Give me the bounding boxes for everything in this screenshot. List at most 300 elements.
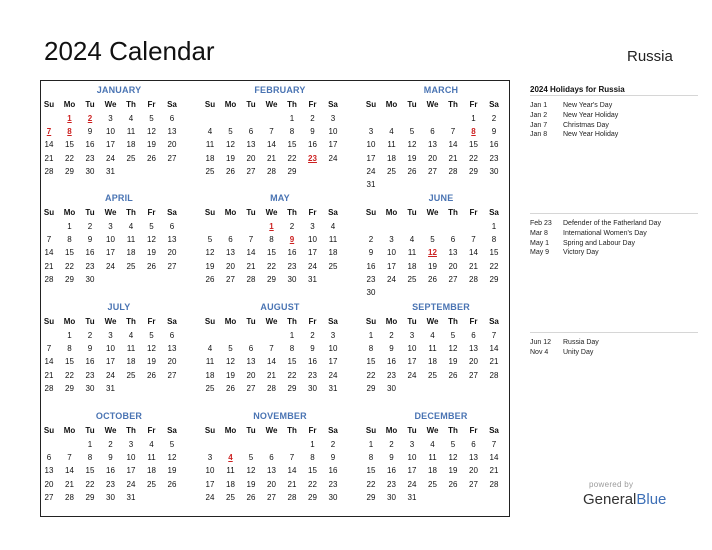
month-name: MARCH — [423, 85, 459, 95]
holiday-name: New Year's Day — [563, 102, 613, 109]
day-cell: 23 — [489, 153, 499, 163]
day-cell: 26 — [147, 261, 156, 271]
month-name: SEPTEMBER — [412, 302, 470, 312]
day-cell: 26 — [167, 479, 177, 489]
day-cell: 7 — [67, 453, 72, 463]
day-cell: 14 — [489, 453, 499, 463]
day-cell: 16 — [489, 140, 499, 150]
weekday-header: Fr — [147, 208, 156, 217]
day-cell: 27 — [246, 166, 256, 176]
day-cell: 17 — [328, 140, 338, 150]
day-cell: 9 — [330, 453, 336, 463]
day-cell: 6 — [430, 127, 435, 137]
day-cell: 24 — [407, 370, 417, 380]
weekday-header: Tu — [407, 426, 417, 435]
day-cell: 25 — [387, 166, 396, 176]
day-cell: 14 — [267, 140, 276, 150]
day-cell: 7 — [450, 127, 456, 137]
day-cell: 20 — [167, 248, 177, 258]
day-cell: 15 — [308, 466, 317, 476]
day-cell: 17 — [106, 248, 115, 258]
day-cell: 25 — [226, 492, 235, 502]
day-cell: 20 — [428, 153, 437, 163]
day-cell: 11 — [205, 140, 215, 150]
day-cell: 10 — [106, 127, 115, 137]
day-cell: 8 — [289, 127, 295, 137]
day-cell: 5 — [450, 331, 456, 340]
day-cell: 22 — [65, 370, 74, 380]
day-cell: 10 — [328, 127, 338, 137]
holiday-entry — [530, 229, 700, 239]
day-cell: 27 — [44, 492, 54, 502]
day-cell: 23 — [366, 274, 376, 284]
day-cell: 27 — [167, 153, 177, 163]
day-cell: 28 — [44, 274, 54, 284]
weekday-header: Fr — [308, 100, 317, 109]
day-cell: 20 — [246, 370, 256, 380]
holiday-entry — [530, 130, 700, 140]
day-cell: 30 — [85, 274, 95, 284]
weekday-header: Sa — [489, 317, 499, 326]
weekday-header: Mo — [63, 100, 76, 109]
day-cell: 6 — [169, 331, 175, 340]
day-cell: 20 — [267, 479, 276, 489]
holiday-date: May 1 — [530, 239, 550, 247]
day-cell: 29 — [267, 274, 276, 284]
day-cell: 1 — [67, 222, 72, 231]
day-cell: 24 — [387, 274, 396, 284]
weekday-header: Fr — [469, 100, 478, 109]
day-cell: 13 — [167, 344, 177, 354]
day-cell: 11 — [387, 140, 396, 150]
day-cell: 20 — [246, 153, 256, 163]
day-cell: 29 — [65, 274, 74, 284]
day-cell: 12 — [167, 453, 177, 463]
day-cell: 6 — [450, 235, 456, 245]
day-cell: 28 — [65, 492, 74, 502]
weekday-header: Fr — [469, 208, 478, 217]
holiday-date: Nov 4 — [530, 348, 549, 356]
day-cell: 12 — [147, 235, 156, 245]
holiday-entry — [530, 219, 700, 229]
day-cell: 1 — [368, 331, 374, 340]
day-cell: 4 — [207, 344, 213, 354]
holiday-name: New Year Holiday — [563, 111, 619, 119]
day-cell: 18 — [226, 479, 235, 489]
day-cell: 26 — [226, 383, 235, 393]
day-cell: 11 — [126, 344, 136, 354]
day-cell: 2 — [368, 235, 374, 245]
weekday-header: Mo — [63, 426, 76, 435]
month-name: APRIL — [105, 193, 133, 203]
day-cell: 27 — [246, 383, 256, 393]
day-cell: 16 — [85, 357, 95, 367]
day-cell: 17 — [387, 261, 396, 271]
weekday-header: Su — [365, 426, 377, 435]
brand-name-part: Blue — [636, 491, 667, 508]
day-cell: 12 — [448, 344, 458, 354]
country-label: Russia — [627, 48, 673, 65]
weekday-header: Sa — [489, 426, 499, 435]
day-cell: 7 — [46, 344, 52, 354]
day-cell: 5 — [228, 344, 233, 354]
day-cell: 7 — [491, 440, 497, 449]
day-cell: 14 — [246, 248, 256, 258]
day-cell: 4 — [430, 331, 435, 340]
day-cell: 12 — [205, 248, 215, 258]
day-cell: 21 — [267, 370, 276, 380]
day-cell: 13 — [44, 466, 54, 476]
day-cell: 11 — [205, 357, 215, 367]
day-cell: 16 — [387, 466, 396, 476]
weekday-header: Mo — [385, 317, 398, 326]
day-cell: 21 — [267, 153, 276, 163]
brand-logo[interactable] — [583, 491, 666, 508]
holidays-title: 2024 Holidays for Russia — [530, 85, 625, 94]
day-cell: 7 — [248, 235, 254, 245]
day-cell: 24 — [308, 261, 317, 271]
day-cell: 28 — [246, 274, 256, 284]
holiday-name: Russia Day — [563, 339, 599, 346]
day-cell: 18 — [126, 357, 136, 367]
weekday-header: Sa — [328, 317, 338, 326]
day-cell: 17 — [366, 153, 376, 163]
day-cell: 27 — [226, 274, 235, 284]
day-cell: 17 — [106, 140, 115, 150]
day-cell: 22 — [287, 153, 297, 163]
day-cell: 27 — [167, 370, 177, 380]
month-name: JANUARY — [96, 85, 142, 95]
day-cell: 22 — [287, 370, 297, 380]
day-cell: 22 — [366, 479, 376, 489]
day-cell: 25 — [428, 370, 437, 380]
holiday-name: Defender of the Fatherland Day — [563, 220, 662, 227]
day-cell: 30 — [85, 383, 95, 393]
holiday-entry — [530, 248, 700, 258]
day-cell: 1 — [491, 222, 497, 231]
day-cell: 27 — [428, 166, 437, 176]
weekday-header: Su — [365, 208, 377, 217]
day-cell: 13 — [469, 453, 478, 463]
day-cell: 20 — [167, 357, 177, 367]
day-cell: 4 — [128, 331, 134, 340]
day-cell: 1 — [87, 440, 93, 449]
day-cell: 8 — [67, 235, 72, 245]
weekday-header: Th — [448, 100, 458, 109]
day-cell: 2 — [108, 440, 113, 449]
day-cell: 22 — [85, 479, 95, 489]
day-cell: 13 — [448, 248, 458, 258]
weekday-header: Su — [365, 317, 377, 326]
day-cell: 25 — [147, 479, 156, 489]
day-cell: 17 — [126, 466, 136, 476]
day-cell: 3 — [389, 235, 394, 245]
holiday-name: International Women's Day — [563, 229, 647, 237]
day-cell: 13 — [469, 344, 478, 354]
day-cell: 4 — [149, 440, 154, 449]
weekday-header: We — [265, 208, 278, 217]
day-cell: 5 — [450, 440, 456, 449]
month-name: JULY — [107, 302, 131, 312]
day-cell: 1 — [471, 114, 476, 123]
holiday-date: Feb 23 — [530, 220, 552, 227]
day-cell: 14 — [287, 466, 297, 476]
day-cell: 19 — [147, 248, 156, 258]
day-cell: 13 — [226, 248, 235, 258]
day-cell: 30 — [106, 492, 115, 502]
day-cell: 14 — [44, 357, 54, 367]
day-cell: 16 — [387, 357, 396, 367]
day-cell: 21 — [489, 466, 499, 476]
day-cell: 5 — [248, 453, 254, 463]
day-cell: 7 — [46, 235, 52, 245]
day-cell: 12 — [448, 453, 458, 463]
day-cell: 7 — [471, 235, 476, 245]
day-cell: 15 — [287, 357, 297, 367]
day-cell: 21 — [448, 153, 458, 163]
day-cell: 21 — [44, 261, 54, 271]
day-cell: 15 — [469, 140, 478, 150]
day-cell: 31 — [106, 166, 115, 176]
day-cell: 18 — [205, 370, 215, 380]
day-cell: 21 — [489, 357, 499, 367]
day-cell: 14 — [267, 357, 276, 367]
day-cell: 19 — [448, 466, 458, 476]
day-cell: 14 — [44, 140, 54, 150]
brand-name-part: General — [583, 491, 637, 508]
day-cell: 25 — [205, 383, 215, 393]
weekday-header: Sa — [489, 100, 499, 109]
day-cell: 28 — [489, 479, 499, 489]
day-cell: 28 — [267, 383, 276, 393]
holiday-date: Mar 8 — [530, 229, 548, 237]
day-cell: 19 — [448, 357, 458, 367]
day-cell: 29 — [287, 383, 297, 393]
day-cell: 22 — [366, 370, 376, 380]
day-cell: 9 — [368, 248, 374, 258]
day-cell: 9 — [310, 127, 315, 137]
weekday-header: Th — [448, 208, 458, 217]
weekday-header: Mo — [224, 426, 237, 435]
weekday-header: Sa — [328, 426, 338, 435]
weekday-header: Th — [287, 208, 297, 217]
holiday-date: Jan 8 — [530, 131, 548, 139]
day-cell: 10 — [308, 235, 317, 245]
day-cell: 24 — [328, 153, 338, 163]
day-cell: 10 — [387, 248, 396, 258]
day-cell: 27 — [469, 370, 478, 380]
day-cell: 16 — [328, 466, 338, 476]
day-cell: 21 — [44, 153, 54, 163]
day-cell: 19 — [246, 479, 256, 489]
day-cell: 18 — [428, 466, 437, 476]
day-cell: 5 — [207, 235, 213, 245]
weekday-header: Th — [448, 317, 458, 326]
weekday-header: Fr — [469, 426, 478, 435]
day-cell: 23 — [387, 479, 396, 489]
weekday-header: Su — [204, 426, 216, 435]
day-cell: 8 — [368, 344, 374, 354]
day-cell: 19 — [407, 153, 417, 163]
weekday-header: Mo — [385, 426, 398, 435]
holiday-day-cell: 7 — [46, 127, 52, 137]
day-cell: 24 — [366, 166, 376, 176]
day-cell: 3 — [108, 114, 113, 123]
day-cell: 10 — [328, 344, 338, 354]
day-cell: 1 — [67, 331, 72, 340]
day-cell: 17 — [308, 248, 317, 258]
holiday-entry — [530, 338, 700, 348]
day-cell: 12 — [246, 466, 256, 476]
weekday-header: We — [104, 317, 117, 326]
day-cell: 6 — [169, 114, 175, 123]
weekday-header: Tu — [407, 100, 417, 109]
holiday-name: Victory Day — [563, 249, 599, 257]
day-cell: 13 — [428, 140, 437, 150]
holiday-entry — [530, 101, 700, 111]
holiday-date: Jan 7 — [530, 121, 548, 129]
day-cell: 9 — [491, 127, 497, 137]
weekday-header: Tu — [85, 317, 95, 326]
day-cell: 31 — [366, 180, 376, 189]
day-cell: 20 — [44, 479, 54, 489]
day-cell: 23 — [387, 370, 396, 380]
day-cell: 30 — [387, 492, 396, 502]
day-cell: 17 — [328, 357, 338, 367]
day-cell: 18 — [126, 248, 136, 258]
day-cell: 14 — [44, 248, 54, 258]
holiday-entry — [530, 348, 700, 358]
day-cell: 18 — [328, 248, 338, 258]
day-cell: 11 — [226, 466, 235, 476]
day-cell: 26 — [147, 370, 156, 380]
day-cell: 20 — [226, 261, 235, 271]
day-cell: 30 — [287, 274, 297, 284]
day-cell: 29 — [65, 383, 74, 393]
weekday-header: Su — [204, 317, 216, 326]
day-cell: 10 — [407, 344, 417, 354]
day-cell: 22 — [308, 479, 317, 489]
weekday-header: Su — [204, 100, 216, 109]
weekday-header: Sa — [328, 100, 338, 109]
weekday-header: We — [104, 426, 117, 435]
day-cell: 30 — [85, 166, 95, 176]
month-name: JUNE — [428, 193, 454, 203]
day-cell: 12 — [147, 344, 156, 354]
day-cell: 3 — [409, 331, 415, 340]
day-cell: 21 — [65, 479, 74, 489]
day-cell: 11 — [407, 248, 417, 258]
day-cell: 3 — [330, 114, 336, 123]
day-cell: 30 — [489, 166, 499, 176]
holiday-day-cell: 2 — [87, 114, 93, 123]
day-cell: 16 — [308, 357, 317, 367]
weekday-header: We — [426, 208, 439, 217]
day-cell: 2 — [310, 114, 315, 123]
day-cell: 5 — [149, 114, 154, 123]
weekday-header: Tu — [85, 208, 95, 217]
weekday-header: Su — [43, 100, 55, 109]
day-cell: 15 — [85, 466, 95, 476]
weekday-header: Fr — [147, 100, 156, 109]
day-cell: 21 — [246, 261, 256, 271]
day-cell: 22 — [65, 153, 74, 163]
day-cell: 26 — [246, 492, 256, 502]
weekday-header: Sa — [489, 208, 499, 217]
day-cell: 22 — [469, 153, 478, 163]
weekday-header: We — [104, 208, 117, 217]
weekday-header: Su — [43, 317, 55, 326]
day-cell: 19 — [226, 370, 235, 380]
holiday-date: May 9 — [530, 249, 550, 257]
day-cell: 5 — [169, 440, 175, 449]
day-cell: 2 — [389, 331, 394, 340]
day-cell: 3 — [310, 222, 315, 231]
day-cell: 24 — [205, 492, 215, 502]
day-cell: 3 — [108, 222, 113, 231]
weekday-header: Fr — [147, 426, 156, 435]
day-cell: 8 — [289, 344, 295, 354]
day-cell: 25 — [328, 261, 338, 271]
month-name: OCTOBER — [95, 411, 143, 421]
weekday-header: Tu — [246, 426, 256, 435]
day-cell: 13 — [246, 357, 256, 367]
day-cell: 16 — [287, 248, 297, 258]
weekday-header: Su — [43, 426, 55, 435]
day-cell: 15 — [366, 466, 376, 476]
weekday-header: We — [265, 426, 278, 435]
day-cell: 19 — [205, 261, 215, 271]
day-cell: 28 — [44, 383, 54, 393]
day-cell: 8 — [67, 344, 72, 354]
holiday-date: Jun 12 — [530, 339, 552, 346]
weekday-header: Th — [126, 426, 136, 435]
day-cell: 25 — [126, 261, 136, 271]
day-cell: 22 — [65, 261, 74, 271]
weekday-header: Th — [126, 317, 136, 326]
holiday-name: Christmas Day — [563, 121, 609, 129]
weekday-header: Fr — [308, 208, 317, 217]
day-cell: 20 — [167, 140, 177, 150]
weekday-header: Fr — [469, 317, 478, 326]
holiday-entry — [530, 121, 700, 131]
day-cell: 2 — [87, 222, 93, 231]
day-cell: 21 — [287, 479, 297, 489]
month-name: DECEMBER — [414, 411, 468, 421]
day-cell: 30 — [328, 492, 338, 502]
day-cell: 12 — [226, 357, 235, 367]
day-cell: 13 — [167, 127, 177, 137]
day-cell: 9 — [108, 453, 113, 463]
day-cell: 9 — [87, 127, 93, 137]
day-cell: 26 — [448, 370, 458, 380]
holiday-day-cell: 12 — [428, 248, 437, 258]
day-cell: 13 — [246, 140, 256, 150]
day-cell: 7 — [269, 344, 274, 354]
weekday-header: Su — [365, 100, 377, 109]
day-cell: 24 — [106, 153, 115, 163]
day-cell: 28 — [267, 166, 276, 176]
day-cell: 19 — [167, 466, 177, 476]
weekday-header: Sa — [167, 317, 177, 326]
day-cell: 3 — [368, 127, 374, 137]
weekday-header: Su — [43, 208, 55, 217]
day-cell: 4 — [128, 114, 134, 123]
day-cell: 5 — [228, 127, 233, 137]
day-cell: 2 — [330, 440, 336, 449]
day-cell: 15 — [366, 357, 376, 367]
day-cell: 7 — [491, 331, 497, 340]
